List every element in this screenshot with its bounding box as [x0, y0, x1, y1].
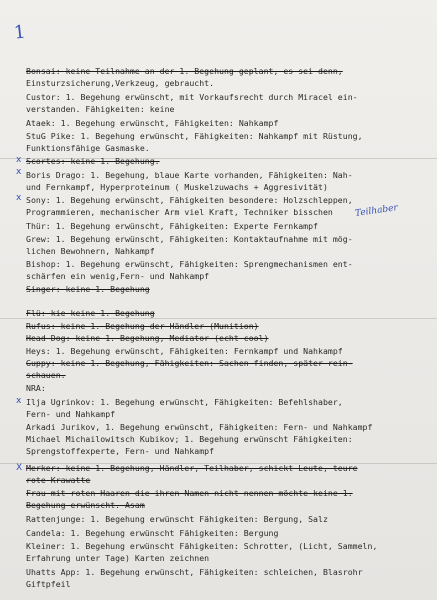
text-line: Sony: 1. Begehung erwünscht, Fähigkeiten besondere: Holzschleppen, — [26, 195, 353, 205]
text-line: Erfahrung unter Tage) Karten zeichnen — [26, 553, 210, 563]
text-line: Guppy: keine 1. Begehung, Fähigkeiten: Sachen finden, später rein- — [26, 358, 353, 368]
text-line: Heys: 1. Begehung erwünscht, Fähigkeiten: Fernkampf und Nahkampf — [26, 346, 343, 356]
text-line: Kleiner: 1. Begehung erwünscht Fähigkeiten: Schrotter, (Licht, Sammeln, — [26, 541, 378, 551]
text-line: verstanden. Fähigkeiten: keine — [26, 104, 175, 114]
handwritten-x-mark: x — [16, 193, 22, 203]
text-line: Boris Drago: 1. Begehung, blaue Karte vorhanden, Fähigkeiten: Nah- — [26, 170, 353, 180]
text-line: Uhatts App: 1. Begehung erwünscht, Fähigkeiten: schleichen, Blasrohr — [26, 567, 363, 577]
text-line: lichen Bewohnern, Nahkampf — [26, 246, 155, 256]
text-line: Thür: 1. Begehung erwünscht, Fähigkeiten: Experte Fernkampf — [26, 221, 319, 231]
paper-fold — [0, 318, 437, 319]
handwritten-page-number: 1 — [12, 21, 27, 44]
text-line: Bishop: 1. Begehung erwünscht, Fähigkeiten: Sprengmechanismen ent- — [26, 259, 353, 269]
text-line: Rattenjunge: 1. Begehung erwünscht Fähigkeiten: Bergung, Salz — [26, 514, 328, 524]
text-line: Arkadi Jurikov, 1. Begehung erwünscht, Fähigkeiten: Fern- und Nahkampf — [26, 422, 373, 432]
text-line: NRA: — [26, 383, 46, 393]
text-line: Begehung erwünscht. Asam — [26, 500, 145, 510]
handwritten-x-mark: x — [16, 155, 22, 165]
handwritten-note: Teilhaber — [354, 203, 399, 219]
text-line: Programmieren, mechanischer Arm viel Kraft, Techniker bisschen — [26, 207, 333, 217]
text-line: Grew: 1. Begehung erwünscht, Fähigkeiten: Kontaktaufnahme mit mög- — [26, 234, 353, 244]
text-line: schärfen ein wenig,Fern- und Nahkampf — [26, 271, 210, 281]
text-line: Funktionsfähige Gasmaske. — [26, 143, 150, 153]
text-line: Head Dog: keine 1. Begehung, Mediator (echt cool) — [26, 333, 269, 343]
text-line: Einsturzsicherung,Verkzeug, gebraucht. — [26, 78, 215, 88]
text-line: schauen. — [26, 370, 66, 380]
handwritten-x-mark: x — [16, 396, 22, 406]
text-line: Candela: 1. Begehung erwünscht Fähigkeiten: Bergung — [26, 528, 279, 538]
text-line: Fern- und Nahkampf — [26, 409, 116, 419]
text-line: Merker: keine 1. Begehung, Händler, Teilhaber, schickt Leute, teure — [26, 463, 358, 473]
text-line: Ataek: 1. Begehung erwünscht, Fähigkeiten: Nahkampf — [26, 118, 279, 128]
text-line: und Fernkampf, Hyperproteinum ( Muskelzuwachs + Aggresivität) — [26, 182, 328, 192]
text-line: Custor: 1. Begehung erwünscht, mit Vorkaufsrecht durch Miracel ein- — [26, 92, 358, 102]
text-line: Bonsai: keine Teilnahme an der 1. Begehung geplant, es sei denn, — [26, 66, 343, 76]
text-line: Frau mit roten Haaren die ihren Namen nicht nennen möchte keine 1. — [26, 488, 353, 498]
handwritten-x-mark: X — [16, 463, 23, 473]
text-line: Singer: keine 1. Begehung — [26, 284, 150, 294]
text-line: Ilja Ugrinkov: 1. Begehung erwünscht, Fähigkeiten: Befehlshaber, — [26, 397, 343, 407]
text-line: rote Krawatte — [26, 475, 91, 485]
text-line: Scortes: keine 1. Begehung. — [26, 156, 160, 166]
text-line: Michael Michailowitsch Kubikov; 1. Begehung erwünscht Fähigkeiten: — [26, 434, 353, 444]
text-line: Rufus: keine 1. Begehung der Händler (Munition) — [26, 321, 259, 331]
text-line: Sprengstoffexperte, Fern- und Nahkampf — [26, 446, 215, 456]
handwritten-x-mark: x — [16, 167, 22, 177]
text-line: StuG Pike: 1. Begehung erwünscht, Fähigkeiten: Nahkampf mit Rüstung, — [26, 131, 363, 141]
text-line: Flü: kie keine 1. Begehung — [26, 308, 155, 318]
text-line: Giftpfeil — [26, 579, 71, 589]
